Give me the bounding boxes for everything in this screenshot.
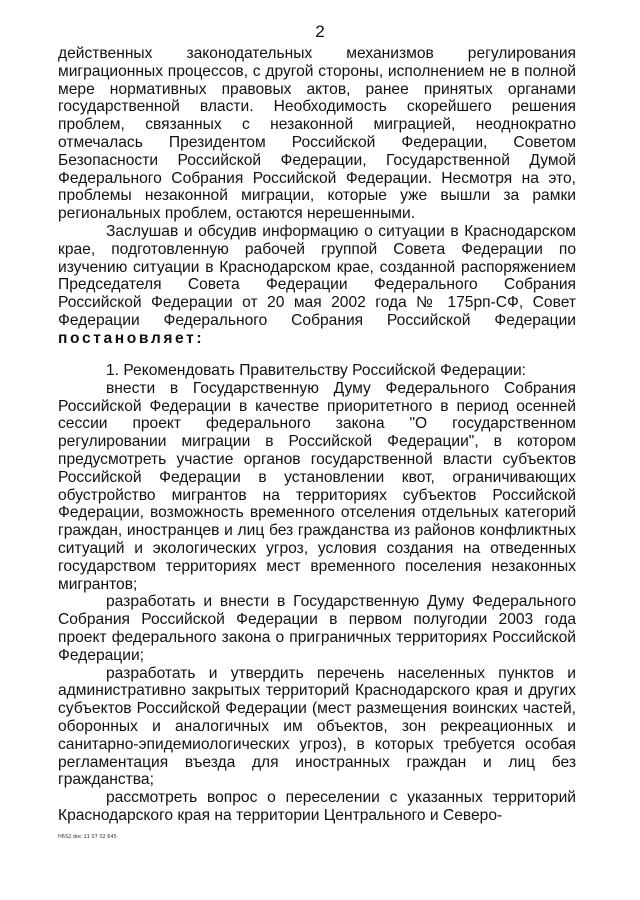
item-1-clause-2: разработать и внести в Государственную Думу Федерального Собрания Российской Федерации в первом полугодии 2003 года проект федерального закона о приграничных территориях Российской Федерации; bbox=[58, 593, 576, 664]
resolution-keyword: постановляет: bbox=[58, 329, 205, 347]
paragraph-resolution bbox=[58, 223, 576, 348]
document-footer: H6S2 doc 11 07 02 645 bbox=[58, 834, 117, 840]
item-1-clause-4: рассмотреть вопрос о переселении с указанных территорий Краснодарского края на территории Центрального и Северо- bbox=[58, 789, 576, 824]
page-number: 2 bbox=[315, 22, 325, 41]
item-1-clause-3: разработать и утвердить перечень населенных пунктов и административно закрытых территорий Краснодарского края и других субъектов Российской Федерации (мест размещения воинских частей, оборонных и аналогичных им объектов, зон рекреационных и санитарно-эпидемиологических угроз), в которых требуется особая регламентация въезда для иностранных граждан и лиц без гражданства; bbox=[58, 664, 576, 789]
text-block-upper bbox=[58, 45, 576, 348]
paragraph-resolution-text: Заслушав и обсудив информацию о ситуации в Краснодарском крае, подготовленную рабочей группой Совета Федерации по изучению ситуации в Краснодарском крае, созданной распоряжением Председателя Совета Федерации Федерального Собрания Российской Федерации от 20 мая 2002 года № 175рп-СФ, Совет Федерации Федерального Собрания Российской Федерации bbox=[58, 222, 576, 329]
item-1-clause-1: внести в Государственную Думу Федерального Собрания Российской Федерации в качестве приоритетного в период осенней сессии проект федерального закона "О государственном регулировании миграции в Российской Федерации", в котором предусмотреть участие органов государственной власти субъектов Российской Федерации в установлении квот, ограничивающих обустройство мигрантов на территориях субъектов Российской Федерации, возможность временного отселения отдельных категорий граждан, иностранцев и лиц без гражданства из районов конфликтных ситуаций и экологических угроз, условия создания на отведенных государством территориях мест временного поселения незаконных мигрантов; bbox=[58, 379, 576, 593]
paragraph-continuation: действенных законодательных механизмов регулирования миграционных процессов, с другой стороны, исполнением не в полной мере нормативных правовых актов, ранее принятых органами государственной власти. Необходимость скорейшего решения проблем, связанных с незаконной миграцией, неоднократно отмечалась Президентом Российской Федерации, Советом Безопасности Российской Федерации, Государственной Думой Федерального Собрания Российской Федерации. Несмотря на это, проблемы незаконной миграции, которые уже вышли за рамки региональных проблем, остаются нерешенными. bbox=[58, 45, 576, 223]
item-1-heading: 1. Рекомендовать Правительству Российской Федерации: bbox=[106, 362, 527, 379]
text-block-lower bbox=[58, 362, 576, 825]
